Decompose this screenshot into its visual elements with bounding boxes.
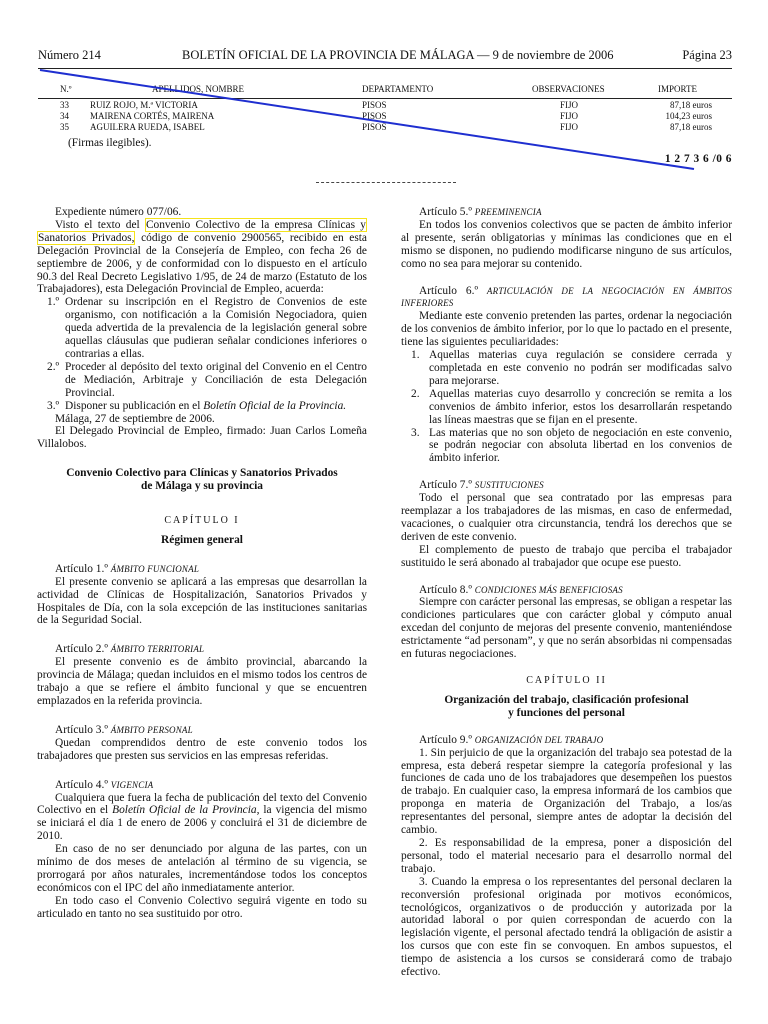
section-divider — [316, 182, 456, 189]
reference-number: 1 2 7 3 6 /0 6 — [664, 153, 732, 165]
article-body: En todos los convenios colectivos que se pacten de ámbito inferior al presente, serán obligatorias y mínimas las condiciones que en el mismo se disponen, no pudiendo modificarse ninguno de sus artículos, como no sea para mejorar su contenido. — [401, 218, 732, 270]
col-observations: OBSERVACIONES — [532, 84, 605, 94]
article-body: En todo caso el Convenio Colectivo seguirá vigente en todo su articulado en tanto no sea sustituido por otro. — [37, 894, 367, 920]
chapter-title: Régimen general — [161, 533, 243, 546]
article-body: El complemento de puesto de trabajo que perciba el trabajador sustituido le será abonado al trabajador que ocupe ese puesto. — [401, 543, 732, 569]
bulletin-title: BOLETÍN OFICIAL DE LA PROVINCIA DE MÁLAGA — 9 de noviembre de 2006 — [182, 48, 614, 62]
table-row: 34 MAIRENA CORTÉS, MAIRENA PISOS FIJO 104,23 euros — [60, 111, 712, 121]
chapter-title: Organización del trabajo, clasificación profesional y funciones del personal — [444, 693, 689, 719]
signatures-note: (Firmas ilegibles). — [68, 137, 152, 149]
list-item: 2. Aquellas materias cuyo desarrollo y concreción se remita a los convenios de ámbito inferior, estos los desarrollarán respetando las líneas maestras que se fijan en el presente. — [411, 387, 732, 426]
article-body: Siempre con carácter personal las empresas, se obligan a respetar las condiciones particulares que con carácter global y cómputo anual excedan del conjunto de mejoras del presente convenio, manteniéndose estrictamente “ad personam”, y que no serán absorbidas ni compensadas en futuras negociaciones. — [401, 596, 732, 661]
list-item: 3.º Disponer su publicación en el Boletín Oficial de la Provincia. — [47, 399, 347, 412]
annotation-strike-line — [0, 0, 768, 200]
left-column — [37, 206, 367, 921]
col-department: DEPARTAMENTO — [362, 84, 434, 94]
article-body: Quedan comprendidos dentro de este convenio todos los trabajadores que presten sus servicios en las empresas referidas. — [37, 736, 367, 762]
article-body: 2. Es responsabilidad de la empresa, poner a disposición del personal, todo el material necesario para el desarrollo normal del trabajo. — [401, 836, 732, 875]
resolution-list — [37, 296, 367, 412]
col-number: N.º — [60, 84, 72, 94]
article-body: El presente convenio se aplicará a las empresas que desarrollan la actividad de Clínicas de Hospitalización, Sanatorios Privados y Hospitales de Día, con la sola excepción de las instituciones sanitarias de la Seguridad Social. — [37, 575, 367, 627]
article-heading: Artículo 3.º ÁMBITO PERSONAL — [55, 723, 193, 736]
article-heading: Artículo 5.º PREEMINENCIA — [419, 206, 542, 218]
chapter-heading: CAPÍTULO I — [164, 515, 240, 527]
article-heading: Artículo 7.º SUSTITUCIONES — [419, 479, 544, 492]
article-heading: Artículo 4.º VIGENCIA — [55, 778, 154, 791]
article-body: 1. Sin perjuicio de que la organización del trabajo sea potestad de la empresa, esta deberá respetar siempre la categoría profesional y las funciones de cada uno de los trabajadores que desempeñen los puestos de trabajo. En cualquier caso, la empresa informará de los cambios que proponga en materia de Organización del Trabajo, a los/as representantes del personal, siempre antes de adoptar la decisión del cambio. — [401, 746, 732, 837]
table-row: 33 RUIZ ROJO, M.ª VICTORIA PISOS FIJO 87,18 euros — [60, 100, 712, 110]
highlighted-agreement-name: Convenio Colectivo de la empresa Clínicas y — [145, 218, 366, 231]
article-heading: Artículo 9.º ORGANIZACIÓN DEL TRABAJO — [419, 733, 604, 746]
article-body: Todo el personal que sea contratado por las empresas para reemplazar a los trabajadores de las mismas, en caso de enfermedad, vacaciones, o cualquier otra circunstancia, tendrá los derechos que se deriven de este convenio. — [401, 492, 732, 543]
expediente: Expediente número 077/06. — [55, 206, 182, 218]
list-item: 1. Aquellas materias cuya regulación se considere cerrada y completada en este convenio no podrán ser modificadas salvo para mejorarse. — [411, 349, 732, 387]
article-heading: Artículo 8.º CONDICIONES MÁS BENEFICIOSAS — [419, 583, 623, 596]
page-number: Página 23 — [682, 48, 732, 62]
chapter-heading: CAPÍTULO II — [526, 675, 607, 686]
right-column — [401, 206, 732, 979]
issue-number: Número 214 — [38, 48, 101, 62]
article-body: Mediante este convenio pretenden las partes, ordenar la negociación de los convenios de ámbito inferior, por lo que lo pactado en el presente, tiene las siguientes peculiaridades: — [401, 310, 732, 349]
list-item: 1.º Ordenar su inscripción en el Registro de Convenios de este organismo, con notificación a la Comisión Negociadora, quien queda advertida de la prevalencia de la legislación general sobre aquellas cláusulas que pudieran señalar condiciones inferiores o contrarias a ellas. — [47, 296, 367, 360]
col-name: APELLIDOS, NOMBRE — [152, 84, 245, 94]
list-item: 2.º Proceder al depósito del texto original del Convenio en el Centro de Mediación, Arbitraje y Conciliación de esta Delegación Provincial. — [47, 360, 367, 399]
peculiarities-list — [401, 349, 732, 465]
list-item: 3. Las materias que no son objeto de negociación en este convenio, se podrán negociar con absoluta libertad en los convenios de ámbito inferior. — [411, 426, 732, 465]
article-body: En caso de no ser denunciado por alguna de las partes, con un mínimo de dos meses de antelación al término de su vigencia, se prorrogará por años naturales, incrementándose todos los conceptos económicos con el IPC del año inmediatamente anterior. — [37, 843, 367, 894]
agreement-title: Convenio Colectivo para Clínicas y Sanatorios Privados de Málaga y su provincia — [66, 467, 338, 493]
signature-line: El Delegado Provincial de Empleo, firmado: Juan Carlos Lomeña Villalobos. — [37, 425, 367, 451]
visto-paragraph: Visto el texto del Convenio Colectivo de la empresa Clínicas y Sanatorios Privados, código de convenio 2900565, recibido en esta Delegación Provincial de la Consejería de Empleo, con fecha 26 de septiembre de 2006, y de conformidad con lo dispuesto en el artículo 90.3 del Real Decreto Legislativo 1/95, de 24 de marzo (Estatuto de los Trabajadores), esta Delegación Provincial de Empleo, acuerda: — [37, 218, 367, 296]
article-body: 3. Cuando la empresa o los representantes del personal declaren la reconversión profesional originada por motivos económicos, tecnológicos, organizativos o de producción y autorizada por la autoridad laboral o por quien correspondan de acuerdo con la legislación vigente, el personal afectado tendrá la obligación de asistir a los cursos que con este fin se convoquen. En ambos supuestos, el tiempo de asistencia a los cursos se considerará como de trabajo efectivo. — [401, 875, 732, 979]
article-heading: Artículo 1.º ÁMBITO FUNCIONAL — [55, 562, 200, 575]
article-heading: Artículo 6.º ARTICULACIÓN DE LA NEGOCIACIÓN EN ÁMBITOS INFERIORES — [401, 284, 732, 309]
col-amount: IMPORTE — [658, 84, 697, 94]
article-heading: Artículo 2.º ÁMBITO TERRITORIAL — [55, 643, 205, 656]
article-body: El presente convenio es de ámbito provincial, abarcando la provincia de Málaga; quedan incluidos en el mismo todos los centros de trabajo a que se refiere el ámbito funcional y que se encuentren emplazados en la referida provincia. — [37, 656, 367, 707]
date-line: Málaga, 27 de septiembre de 2006. — [55, 412, 215, 425]
article-body: Cualquiera que fuera la fecha de publicación del texto del Convenio Colectivo en el Boletín Oficial de la Provincia, la vigencia del mismo se iniciará el día 1 de enero de 2006 y concluirá el 31 de diciembre de 2010. — [37, 791, 367, 843]
highlighted-agreement-name: Sanatorios Privados, — [38, 231, 135, 244]
table-row: 35 AGUILERA RUEDA, ISABEL PISOS FIJO 87,18 euros — [60, 122, 712, 132]
